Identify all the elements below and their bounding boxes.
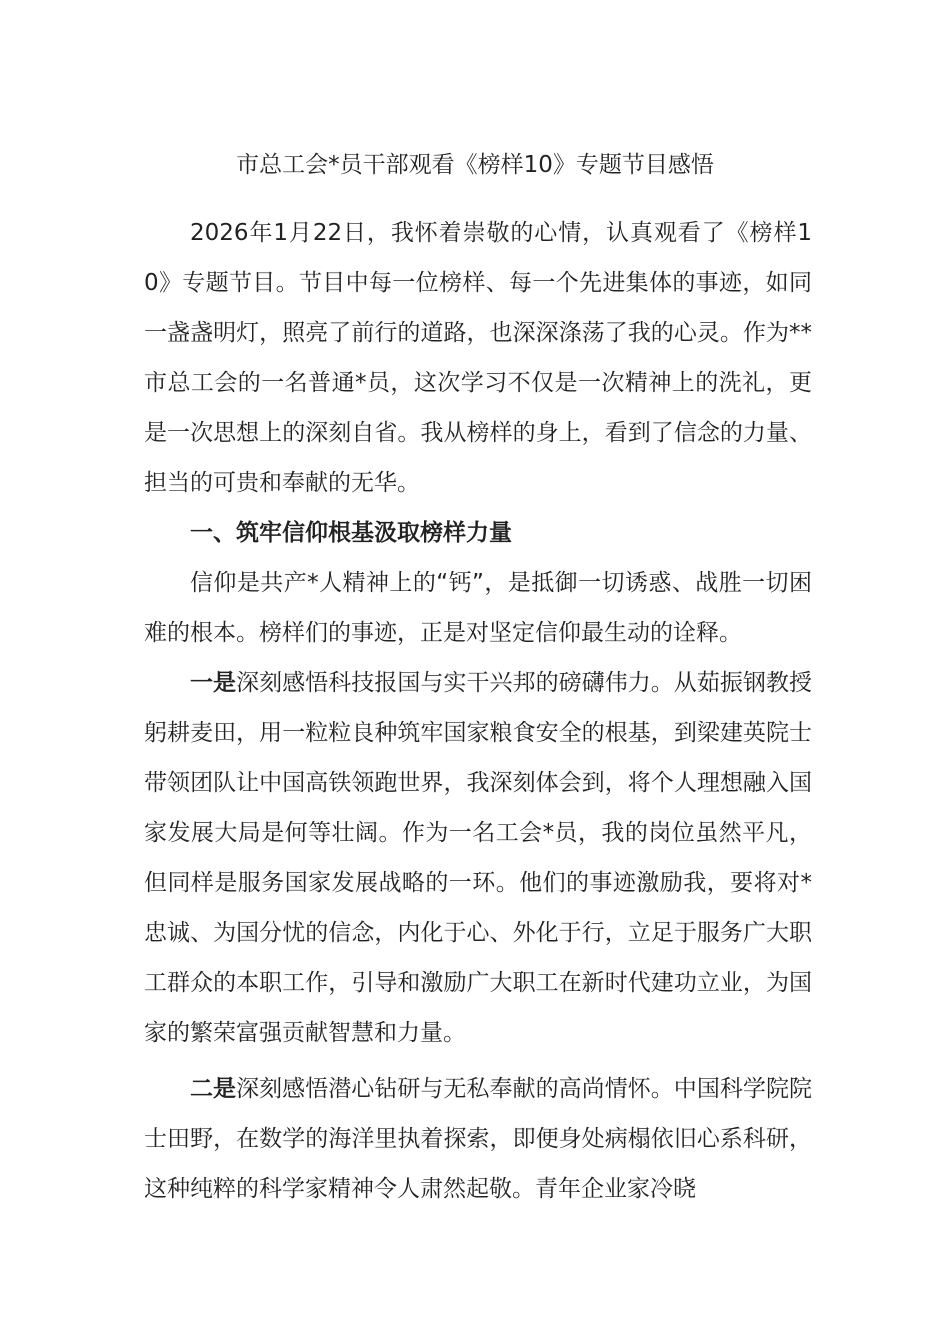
document-title: 市总工会*员干部观看《榜样10》专题节目感悟 xyxy=(236,152,714,178)
intro-paragraph: 2026年1月22日，我怀着崇敬的心情，认真观看了《榜样10》专题节目。节目中每一位榜样、每一个先进集体的事迹，如同一盏盏明灯，照亮了前行的道路，也深深涤荡了我的心灵。作为**市总工会的一名普通*员，这次学习不仅是一次精神上的洗礼，更是一次思想上的深刻自省。我从榜样的身上，看到了信念的力量、担当的可贵和奉献的无华。 xyxy=(144,220,812,496)
section-intro-paragraph: 信仰是共产*人精神上的“钙”，是抵御一切诱惑、战胜一切困难的根本。榜样们的事迹，正是对坚定信仰最生动的诠释。 xyxy=(144,570,812,646)
point-two-text: 深刻感悟潜心钻研与无私奉献的高尚情怀。中国科学院院士田野，在数学的海洋里执着探索，即便身处病榻依旧心系科研，这种纯粹的科学家精神令人肃然起敬。青年企业家冷晓 xyxy=(144,1076,813,1202)
point-one-lead: 一是 xyxy=(190,670,237,696)
point-one-paragraph xyxy=(144,658,812,1058)
point-two-lead: 二是 xyxy=(190,1076,237,1102)
point-two-paragraph xyxy=(144,1064,812,1214)
point-one-text: 深刻感悟科技报国与实干兴邦的磅礴伟力。从茹振钢教授躬耕麦田，用一粒粒良种筑牢国家粮食安全的根基，到梁建英院士带领团队让中国高铁领跑世界，我深刻体会到，将个人理想融入国家发展大局是何等壮阔。作为一名工会*员，我的岗位虽然平凡，但同样是服务国家发展战略的一环。他们的事迹激励我，要将对*忠诚、为国分忧的信念，内化于心、外化于行，立足于服务广大职工群众的本职工作，引导和激励广大职工在新时代建功立业，为国家的繁荣富强贡献智慧和力量。 xyxy=(144,670,813,1046)
section-heading: 一、筑牢信仰根基汲取榜样力量 xyxy=(190,520,512,546)
document-body xyxy=(144,208,812,1214)
